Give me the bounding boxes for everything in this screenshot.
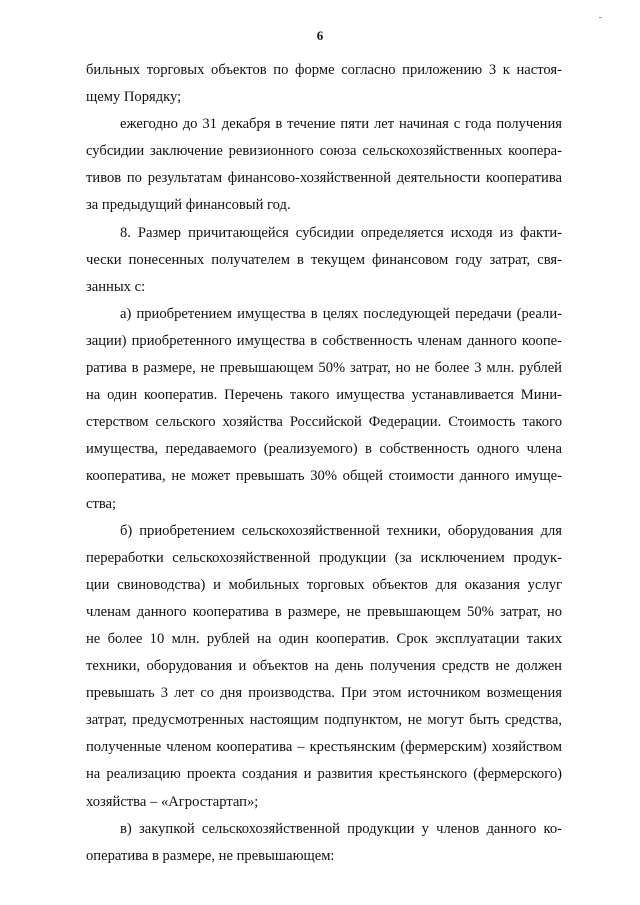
text-line: затрат, предусмотренных настоящим подпунктом, не могут быть средства, <box>86 712 562 729</box>
text-line: субсидии заключение ревизионного союза сельскохозяйственных коопера- <box>86 143 562 160</box>
text-line: щему Порядку; <box>86 89 182 106</box>
text-line: в) закупкой сельскохозяйственной продукции у членов данного ко- <box>120 820 562 837</box>
text-line: техники, оборудования и объектов на день получения средств не должен <box>86 658 562 675</box>
text-line: ства; <box>86 495 117 512</box>
text-line: ратива в размере, не превышающем 50% затрат, но не более 3 млн. рублей <box>86 360 562 377</box>
text-line: на реализацию проекта создания и развития крестьянского (фермерского) <box>86 766 562 783</box>
text-line: за предыдущий финансовый год. <box>86 197 291 214</box>
corner-mark: - <box>598 12 602 23</box>
text-line: ежегодно до 31 декабря в течение пяти лет начиная с года получения <box>120 116 562 133</box>
text-line: чески понесенных получателем в текущем финансовом году затрат, свя- <box>86 251 562 268</box>
text-line: бильных торговых объектов по форме согласно приложению 3 к настоя- <box>86 62 562 78</box>
text-line: переработки сельскохозяйственной продукции (за исключением продук- <box>86 549 562 566</box>
page-number: 6 <box>316 28 324 43</box>
text-line: 8. Размер причитающейся субсидии определяется исходя из факти- <box>120 224 562 241</box>
text-line: не более 10 млн. рублей на один кооператив. Срок эксплуатации таких <box>86 630 562 647</box>
text-line: занных с: <box>86 278 146 295</box>
text-line: членам данного кооператива в размере, не превышающем 50% затрат, но <box>86 603 562 620</box>
text-line: полученные членом кооператива – крестьянским (фермерским) хозяйством <box>86 739 562 756</box>
text-line: имущества, передаваемого (реализуемого) в собственность одного члена <box>86 441 562 458</box>
text-line: б) приобретением сельскохозяйственной техники, оборудования для <box>120 522 562 539</box>
text-line: а) приобретением имущества в целях последующей передачи (реали- <box>120 305 562 322</box>
text-line: кооператива, не может превышать 30% общей стоимости данного имуще- <box>86 468 562 485</box>
body-text <box>86 57 562 870</box>
text-line: зации) приобретенного имущества в собственность членам данного коопе- <box>86 332 562 349</box>
text-line: превышать 3 лет со дня производства. При этом источником возмещения <box>86 685 562 702</box>
text-line: тивов по результатам финансово-хозяйственной деятельности кооператива <box>86 170 562 187</box>
text-line: на один кооператив. Перечень такого имущества устанавливается Мини- <box>86 387 562 404</box>
text-line: стерством сельского хозяйства Российской Федерации. Стоимость такого <box>86 414 562 431</box>
text-line: оператива в размере, не превышающем: <box>86 847 335 864</box>
text-line: хозяйства – «Агростартап»; <box>86 793 259 810</box>
text-line: ции свиноводства) и мобильных торговых объектов для оказания услуг <box>86 576 562 593</box>
